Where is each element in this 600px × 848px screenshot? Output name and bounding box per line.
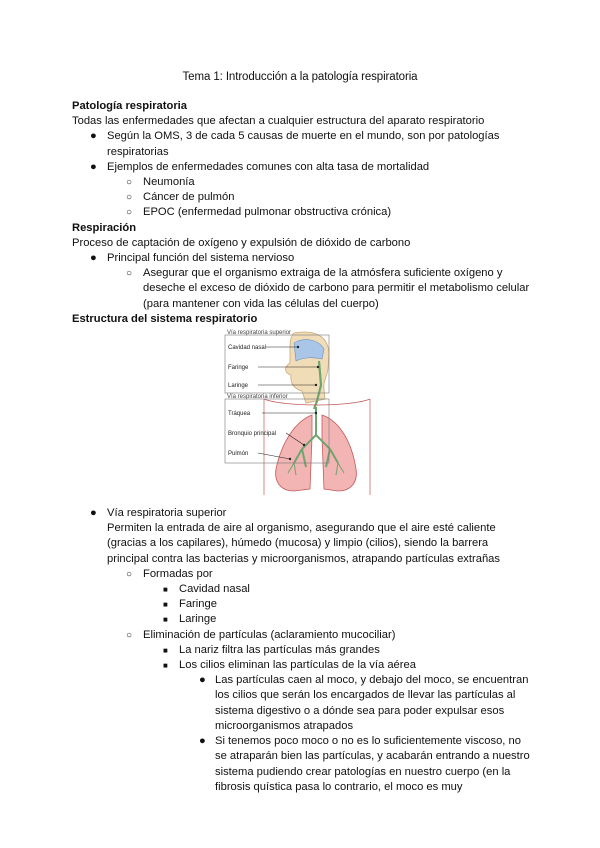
label-upper-airway: Vía respiratoria superior [227, 330, 292, 337]
respiratory-diagram [224, 329, 399, 495]
circle-bullet-icon: ○ [126, 177, 133, 189]
section-heading-respiracion: Respiración [72, 221, 137, 234]
square-bullet-icon: ■ [163, 615, 168, 625]
square-bullet-icon: ■ [163, 661, 168, 671]
page-title: Tema 1: Introducción a la patología respiratoria [182, 71, 418, 83]
spacer [72, 498, 532, 506]
list-item: ■ Los cilios eliminan las partículas de la vía aérea [72, 658, 532, 673]
pointer-dot [315, 384, 317, 386]
list-item: ■ La nariz filtra las partículas más grandes [72, 643, 532, 658]
right-lung-shape [322, 415, 356, 491]
list-item: ○ EPOC (enfermedad pulmonar obstructiva crónica) [72, 205, 532, 220]
list-item: ● Si tenemos poco moco o no es lo suficientemente viscoso, no se atraparán bien las partículas, y acabarán entrando a nuestro sistema pudiendo crear patologías en nuestro cuerpo (en la fibrosis quística pasa lo contrario, el moco es muy [199, 735, 530, 793]
bullet-icon: ● [90, 130, 97, 143]
square-bullet-icon: ■ [163, 585, 168, 595]
list-item: ■ Cavidad nasal [72, 582, 532, 597]
list-item: ● Principal función del sistema nervioso [72, 251, 532, 266]
section-heading-estructura: Estructura del sistema respiratorio [72, 312, 258, 325]
pointer-dot [289, 458, 291, 460]
pointer-dot [303, 444, 305, 446]
circle-bullet-icon: ○ [126, 207, 133, 219]
label-nasal: Cavidad nasal [228, 345, 267, 352]
list-item: ○ Eliminación de partículas (aclaramiento mucociliar) [72, 628, 532, 643]
label-trachea: Tráquea [228, 411, 251, 418]
list-estructura [72, 506, 532, 795]
list-respiracion [72, 251, 532, 312]
list-item: ■ Laringe [72, 612, 532, 627]
label-pharynx: Faringe [228, 365, 249, 372]
label-lung: Pulmón [228, 451, 249, 458]
circle-bullet-icon: ○ [126, 568, 133, 580]
list-item: ■ Faringe [72, 597, 532, 612]
bullet-icon: ● [90, 160, 97, 173]
square-bullet-icon: ■ [163, 645, 168, 655]
paragraph-respiracion: Proceso de captación de oxígeno y expulsión de dióxido de carbono [72, 236, 411, 249]
label-bronchus: Bronquio principal [228, 431, 277, 438]
list-item: ○ Neumonía [72, 175, 532, 190]
bullet-icon: ● [199, 735, 206, 748]
circle-bullet-icon: ○ [126, 268, 133, 280]
paragraph-definition: Todas las enfermedades que afectan a cualquier estructura del aparato respiratorio [72, 115, 485, 128]
section-heading-patologia: Patología respiratoria [72, 100, 188, 112]
circle-bullet-icon: ○ [126, 629, 133, 641]
pointer-dot [297, 346, 299, 348]
pointer-dot [317, 366, 319, 368]
circle-bullet-icon: ○ [126, 192, 133, 204]
list-item: ○ Asegurar que el organismo extraiga de la atmósfera suficiente oxígeno y deseche el exceso de dióxido de carbono para permitir el metabolismo celular (para mantener con vida las células del cuerpo) [126, 267, 530, 310]
list-item: ○ Formadas por [72, 567, 532, 582]
bullet-icon: ● [90, 252, 97, 265]
left-lung-shape [276, 415, 312, 491]
list-item: ● Según la OMS, 3 de cada 5 causas de muerte en el mundo, son por patologías respiratorias [90, 130, 500, 158]
bullet-icon: ● [90, 507, 97, 520]
label-larynx: Laringe [228, 383, 249, 390]
bullet-icon: ● [199, 674, 206, 687]
document-body [72, 99, 532, 795]
respiratory-system-figure [72, 329, 532, 495]
list-item: ● Vía respiratoria superior Permiten la entrada de aire al organismo, asegurando que el aire esté caliente (gracias a los capilares), húmedo (mucosa) y limpio (cilios), siendo la barrera principal contra las bacterias y microorganismos, atrapando partículas extrañas [90, 507, 500, 565]
label-lower-airway: Vía respiratoria inferior [227, 394, 288, 401]
list-item: ○ Cáncer de pulmón [72, 190, 532, 205]
list-item: ● Las partículas caen al moco, y debajo del moco, se encuentran los cilios que serán los encargados de llevar las partículas al sistema digestivo o a dónde sea para poder expulsar esos microorganismos atrapados [199, 674, 529, 732]
pointer-dot [315, 412, 317, 414]
square-bullet-icon: ■ [163, 600, 168, 610]
list-patologia [72, 129, 532, 220]
list-item: ● Ejemplos de enfermedades comunes con alta tasa de mortalidad [72, 160, 532, 175]
